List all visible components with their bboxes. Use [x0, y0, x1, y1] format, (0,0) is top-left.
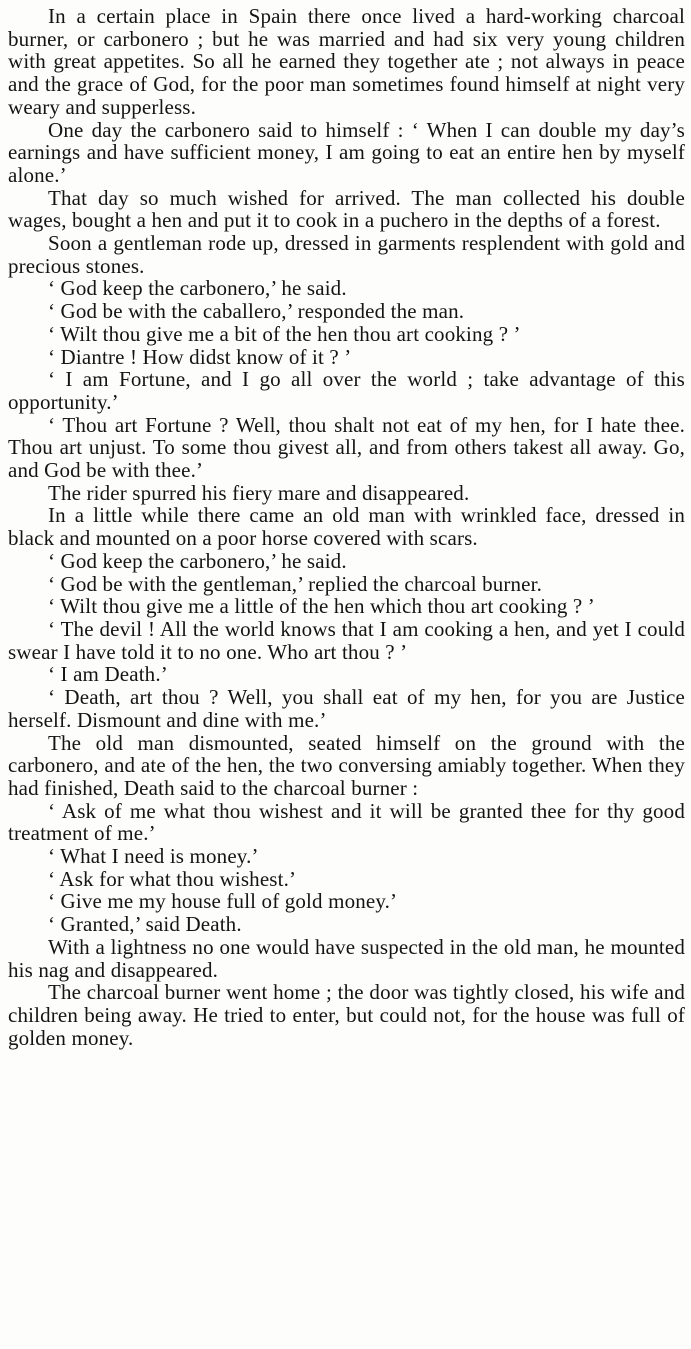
paragraph: ‘ I am Death.’: [48, 662, 168, 687]
story-column: [8, 5, 685, 1049]
paragraph: ‘ Wilt thou give me a little of the hen which thou art cooking ? ’: [48, 594, 595, 619]
paragraph: ‘ Granted,’ said Death.: [48, 912, 242, 937]
paragraph: ‘ Ask for what thou wishest.’: [48, 866, 297, 891]
paragraph: ‘ God be with the caballero,’ responded the man.: [48, 299, 465, 324]
paragraph: In a little while there came an old man with wrinkled face, dressed in black and mounted on a poor horse covered with scars.: [8, 503, 685, 551]
paragraph: ‘ God keep the carbonero,’ he said.: [48, 548, 347, 573]
paragraph: ‘ Ask of me what thou wishest and it will be granted thee for thy good treatment of me.’: [8, 798, 685, 846]
paragraph: With a lightness no one would have suspected in the old man, he mounted his nag and disappeared.: [8, 934, 685, 982]
paragraph: The charcoal burner went home ; the door was tightly closed, his wife and children being away. He tried to enter, but could not, for the house was full of golden money.: [8, 980, 685, 1050]
paragraph: ‘ Wilt thou give me a bit of the hen thou art cooking ? ’: [48, 321, 521, 346]
paragraph: That day so much wished for arrived. The man collected his double wages, bought a hen and put it to cook in a puchero in the depths of a forest.: [8, 185, 685, 233]
paragraph: ‘ The devil ! All the world knows that I am cooking a hen, and yet I could swear I have told it to no one. Who art thou ? ’: [8, 616, 685, 664]
paragraph: ‘ What I need is money.’: [48, 844, 259, 869]
paragraph: In a certain place in Spain there once lived a hard-working charcoal burner, or carbonero ; but he was married and had six very young children with great appetites. So all he earned they together ate ; not always in peace and the grace of God, for the poor man sometimes found himself at night very weary and supperless.: [8, 4, 685, 119]
paragraph: ‘ I am Fortune, and I go all over the world ; take advantage of this opportunity.’: [8, 367, 685, 414]
paragraph: ‘ Thou art Fortune ? Well, thou shalt not eat of my hen, for I hate thee. Thou art unjust. To some thou givest all, and from others takest all away. Go, and God be with thee.’: [8, 412, 685, 483]
paragraph: The rider spurred his fiery mare and disappeared.: [48, 480, 470, 505]
paragraph: ‘ God keep the carbonero,’ he said.: [48, 276, 347, 301]
paragraph: ‘ God be with the gentleman,’ replied the charcoal burner.: [48, 571, 543, 596]
paragraph: One day the carbonero said to himself : ‘ When I can double my day’s earnings and have sufficient money, I am going to eat an entire hen by myself alone.’: [8, 117, 685, 187]
paragraph: The old man dismounted, seated himself on the ground with the carbonero, and ate of the hen, the two conversing amiably together. When they had finished, Death said to the charcoal burner :: [8, 730, 685, 800]
paragraph: ‘ Give me my house full of gold money.’: [48, 889, 398, 914]
paragraph: ‘ Death, art thou ? Well, you shall eat of my hen, for you are Justice herself. Dismount and dine with me.’: [8, 685, 685, 732]
paragraph: ‘ Diantre ! How didst know of it ? ’: [48, 344, 352, 369]
paragraph: Soon a gentleman rode up, dressed in garments resplendent with gold and precious stones.: [8, 231, 685, 278]
